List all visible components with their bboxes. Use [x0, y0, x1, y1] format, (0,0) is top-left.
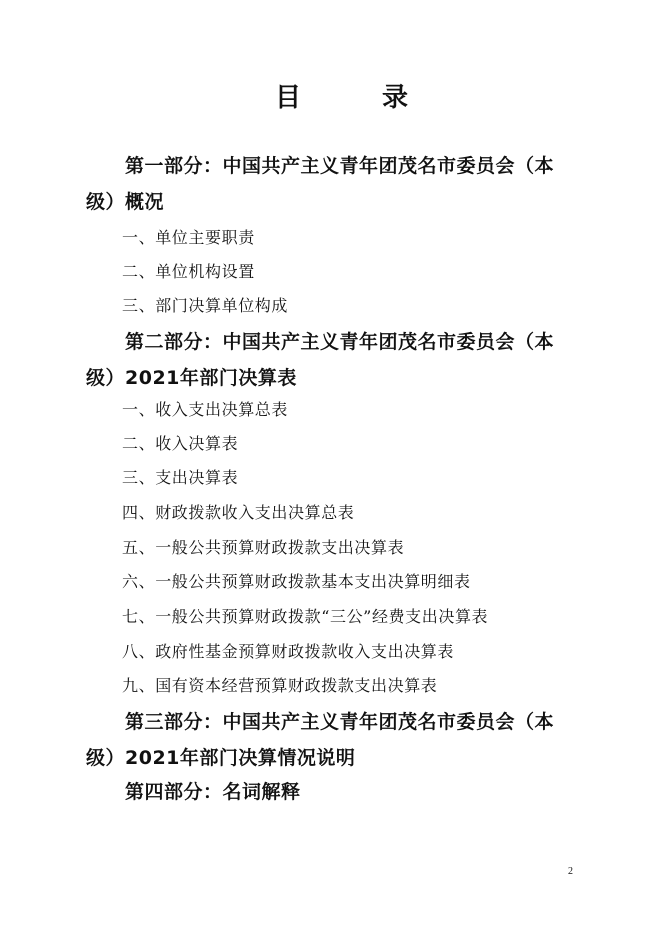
toc-title-char-2: 录: [382, 83, 409, 113]
part2-heading: 第二部分：中国共产主义青年团茂名市委员会（本级）2021年部门决算表: [86, 331, 555, 389]
part2-item-9: 九、国有资本经营预算财政拨款支出决算表: [122, 676, 438, 695]
part2-item-3: 三、支出决算表: [122, 468, 239, 487]
part2-item-6: 六、一般公共预算财政拨款基本支出决算明细表: [122, 572, 471, 591]
part2-item-2: 二、收入决算表: [122, 434, 239, 453]
part3-heading: 第三部分：中国共产主义青年团茂名市委员会（本级）2021年部门决算情况说明: [86, 711, 555, 769]
part2-item-5: 五、一般公共预算财政拨款支出决算表: [122, 538, 405, 557]
part1-item-1: 一、单位主要职责: [122, 228, 255, 247]
part2-item-7: 七、一般公共预算财政拨款“三公”经费支出决算表: [122, 607, 489, 626]
part1-item-2: 二、单位机构设置: [122, 262, 255, 281]
part1-item-3: 三、部门决算单位构成: [122, 296, 289, 315]
part1-heading: 第一部分：中国共产主义青年团茂名市委员会（本级）概况: [86, 155, 555, 213]
page-number: 2: [568, 866, 573, 877]
part4-heading: 第四部分：名词解释: [125, 781, 301, 803]
part2-item-8: 八、政府性基金预算财政拨款收入支出决算表: [122, 642, 455, 661]
toc-title-char-1: 目: [275, 83, 302, 113]
part2-item-4: 四、财政拨款收入支出决算总表: [122, 503, 355, 522]
part2-item-1: 一、收入支出决算总表: [122, 400, 289, 419]
